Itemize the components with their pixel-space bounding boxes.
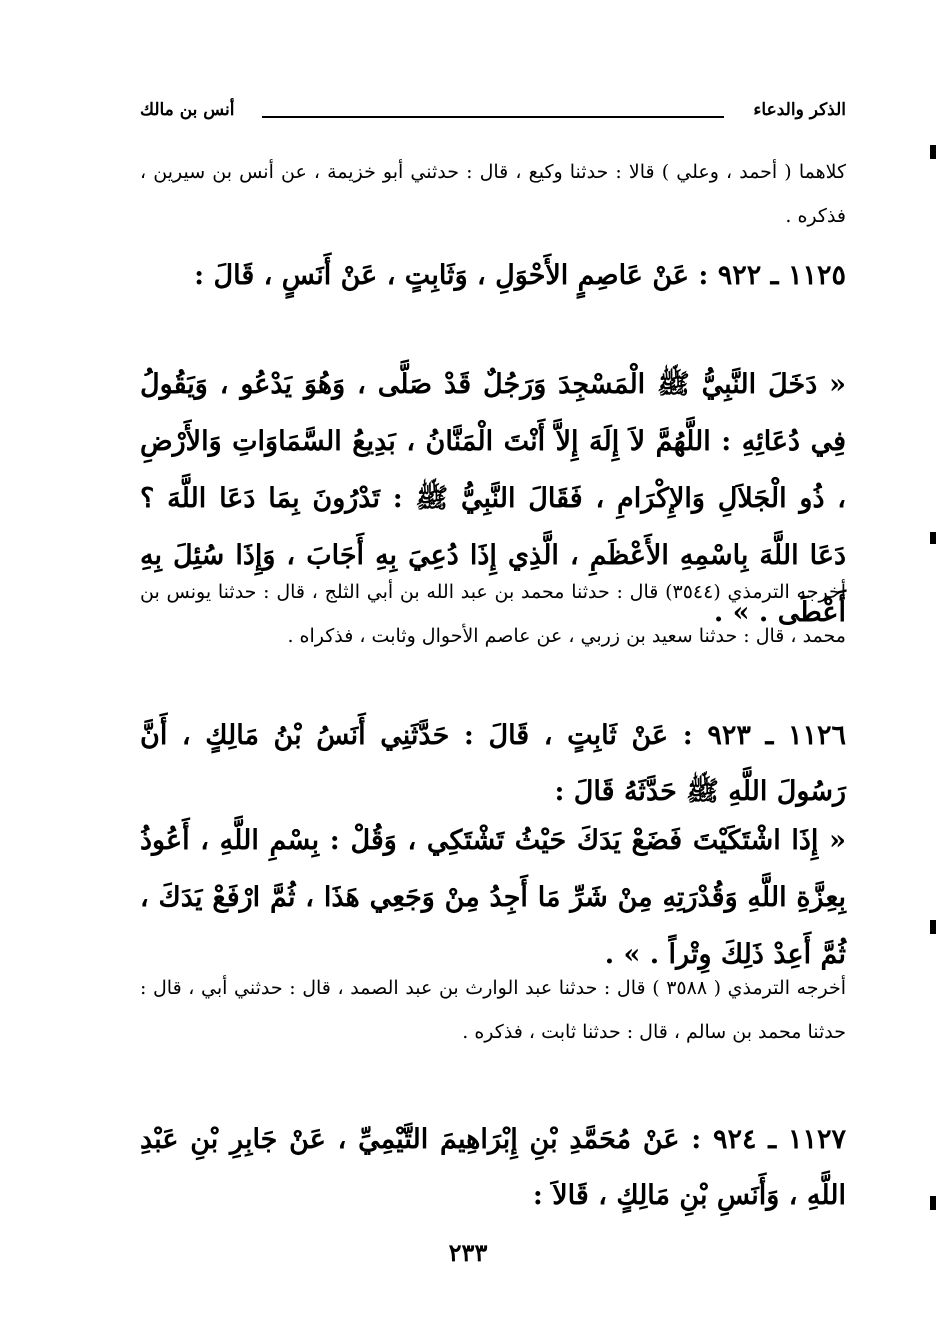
page-number: ٢٣٣	[448, 1238, 488, 1267]
paragraph-source-2: أخرجه الترمذي (٣٥٤٤) قال : حدثنا محمد بن عبد الله بن أبي الثلج ، قال : حدثنا يونس بن محمد ، قال : حدثنا سعيد بن زربي ، عن عاصم الأحوال وثابت ، فذكراه .	[140, 581, 846, 647]
scan-edge-mark	[930, 920, 936, 934]
running-header	[140, 98, 846, 132]
paragraph-chain-1125: ١١٢٥ ـ ٩٢٢ : عَنْ عَاصِمٍ الأَحْوَلِ ، وَثَابِتٍ ، عَنْ أَنَسٍ ، قَالَ :	[194, 260, 846, 291]
paragraph-chain-1127: ١١٢٧ ـ ٩٢٤ : عَنْ مُحَمَّدِ بْنِ إِبْرَاهِيمَ التَّيْمِيِّ ، عَنْ جَابِرِ بْنِ عَبْدِ اللَّهِ ، وَأَنَسِ بْنِ مَالِكٍ ، قَالاَ :	[140, 1124, 846, 1211]
scan-edge-mark	[930, 145, 936, 159]
paragraph-chain-1126: ١١٢٦ ـ ٩٢٣ : عَنْ ثَابِتٍ ، قَالَ : حَدَّثَنِي أَنَسُ بْنُ مَالِكٍ ، أَنَّ رَسُولَ اللَّهِ ﷺ حَدَّثَهُ قَالَ :	[140, 720, 846, 807]
scan-edge-mark	[930, 532, 936, 544]
scan-edge-mark	[930, 1196, 936, 1210]
paragraph-source-1: كلاهما ( أحمد ، وعلي ) قالا : حدثنا وكيع ، قال : حدثني أبو خزيمة ، عن أنس بن سيرين ، فذكره .	[140, 161, 846, 227]
paragraph-source-3: أخرجه الترمذي ( ٣٥٨٨ ) قال : حدثنا عبد الوارث بن عبد الصمد ، قال : حدثني أبي ، قال : حدثنا محمد بن سالم ، قال : حدثنا ثابت ، فذكره .	[140, 977, 847, 1043]
paragraph-hadith-1126: « إِذَا اشْتَكَيْتَ فَضَعْ يَدَكَ حَيْثُ تَشْتَكِي ، وَقُلْ : بِسْمِ اللَّهِ ، أَعُوذُ بِعِزَّةِ اللَّهِ وَقُدْرَتِهِ مِنْ شَرِّ مَا أَجِدُ مِنْ وَجَعِي هَذَا ، ثُمَّ ارْفَعْ يَدَكَ ، ثُمَّ أَعِدْ ذَلِكَ وِتْراً . » .	[140, 825, 846, 970]
section-title: الذكر والدعاء	[753, 100, 846, 120]
paragraph-hadith-1125: « دَخَلَ النَّبِيُّ ﷺ الْمَسْجِدَ وَرَجُلٌ قَدْ صَلَّى ، وَهُوَ يَدْعُو ، وَيَقُولُ فِي دُعَائِهِ : اللَّهُمَّ لاَ إِلَهَ إِلاَّ أَنْتَ الْمَنَّانُ ، بَدِيعُ السَّمَاوَاتِ وَالأَرْضِ ، ذُو الْجَلاَلِ وَالإِكْرَامِ ، فَقَالَ النَّبِيُّ ﷺ : تَدْرُونَ بِمَا دَعَا اللَّهَ ؟ دَعَا اللَّهَ بِاسْمِهِ الأَعْظَمِ ، الَّذِي إِذَا دُعِيَ بِهِ أَجَابَ ، وَإِذَا سُئِلَ بِهِ أَعْطَى . » .	[140, 369, 846, 628]
chapter-title: أنس بن مالك	[140, 100, 235, 120]
header-rule	[262, 116, 724, 118]
